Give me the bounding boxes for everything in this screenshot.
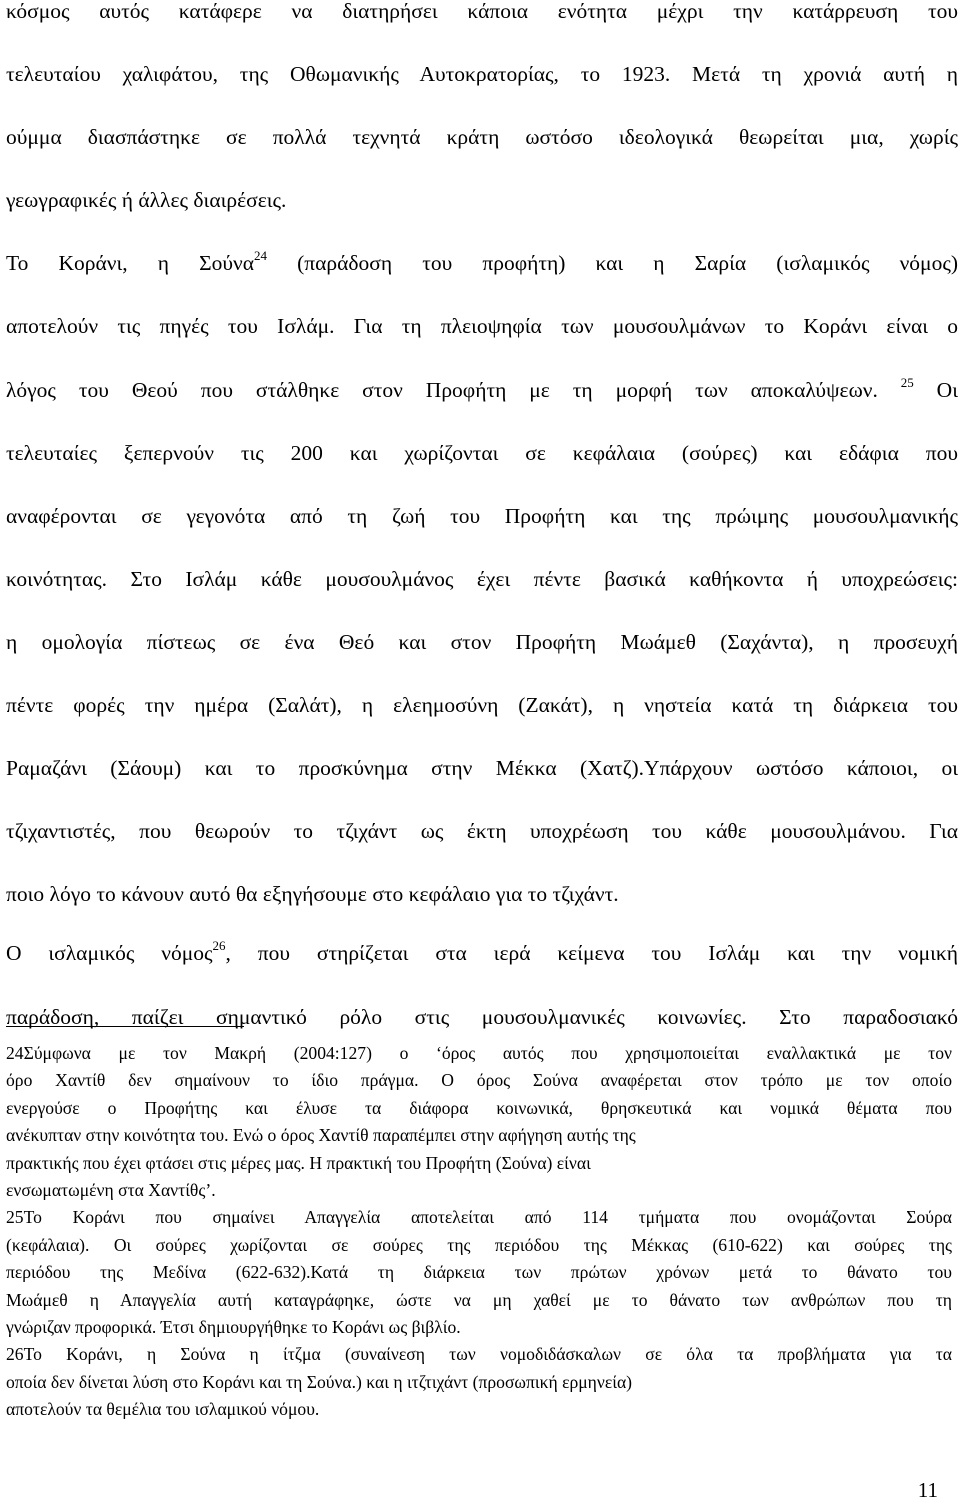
body-line: πέντε φορές την ημέρα (Σαλάτ), η ελεημοσύνη (Ζακάτ), η νηστεία κατά τη διάρκεια του	[6, 693, 958, 718]
footnote-line: αποτελούν τα θεμέλια του ισλαμικού νόμου.	[6, 1399, 320, 1420]
body-text	[6, 0, 958, 1049]
body-line	[6, 359, 958, 422]
footnote-line: οποία δεν δίνεται λύση στο Κοράνι και τη Σούνα.) και η ιτζτιχάντ (προσωπική ερμηνεία)	[6, 1371, 633, 1392]
body-line	[6, 232, 958, 295]
footnotes	[6, 1040, 952, 1424]
body-line: αναφέρονται σε γεγονότα από τη ζωή του Προφήτη και της πρώιμης μουσουλμανικής	[6, 503, 958, 528]
footnote-line: 26Το Κοράνι, η Σούνα η ίτζμα (συναίνεση των νομοδιδάσκαλων σε όλα τα προβλήματα για τα	[6, 1344, 952, 1365]
body-line: κόσμος αυτός κατάφερε να διατηρήσει κάποια ενότητα μέχρι την κατάρρευση του	[6, 0, 958, 23]
body-line-text: Το Κοράνι, η Σούνα	[6, 251, 255, 276]
body-line: κοινότητας. Στο Ισλάμ κάθε μουσουλμάνος έχει πέντε βασικά καθήκοντα ή υποχρεώσεις:	[6, 566, 958, 591]
footnote-reference: 25	[900, 374, 914, 390]
footnote-line: ανέκυπταν στην κοινότητα του. Ενώ ο όρος Χαντίθ παραπέμπει στην αφήγηση αυτής της	[6, 1125, 636, 1146]
body-line	[6, 922, 958, 985]
body-line: παράδοση, παίζει σημαντικό ρόλο στις μουσουλμανικές κοινωνίες. Στο παραδοσιακό	[6, 1004, 958, 1029]
body-line: η ομολογία πίστεως σε ένα Θεό και στον Προφήτη Μωάμεθ (Σαχάντα), η προσευχή	[6, 629, 958, 654]
body-line-text: Ο ισλαμικός νόμος	[6, 941, 213, 966]
body-line: Ραμαζάνι (Σάουμ) και το προσκύνημα στην Μέκκα (Χατζ).Υπάρχουν ωστόσο κάποιοι, οι	[6, 756, 958, 781]
body-line: ποιο λόγο το κάνουν αυτό θα εξηγήσουμε στο κεφάλαιο για το τζιχάντ.	[6, 882, 619, 907]
body-line: τελευταίες ξεπερνούν τις 200 και χωρίζονται σε κεφάλαια (σούρες) και εδάφια που	[6, 440, 958, 465]
footnote-line: πρακτικής που έχει φτάσει στις μέρες μας. Η πρακτική του Προφήτη (Σούνα) είναι	[6, 1152, 591, 1173]
footnote-separator	[6, 1026, 244, 1027]
footnote-line: 25Το Κοράνι που σημαίνει Απαγγελία αποτελείται από 114 τμήματα που ονομάζονται Σούρα	[6, 1207, 952, 1228]
footnote-line: ενεργούσε ο Προφήτης και έλυσε τα διάφορα κοινωνικά, θρησκευτικά και νομικά θέματα που	[6, 1097, 952, 1118]
body-line: γεωγραφικές ή άλλες διαιρέσεις.	[6, 188, 287, 213]
body-line: τελευταίου χαλιφάτου, της Οθωμανικής Αυτοκρατορίας, το 1923. Μετά τη χρονιά αυτή η	[6, 62, 958, 87]
footnote-line: όρο Χαντίθ δεν σημαίνουν το ίδιο πράγμα. Ο όρος Σούνα αναφέρεται στον τρόπο με τον οποίο	[6, 1070, 952, 1091]
footnote-line: Μωάμεθ η Απαγγελία αυτή καταγράφηκε, ώστε να μη χαθεί με το θάνατο των ανθρώπων που τη	[6, 1289, 952, 1310]
body-line-text: , που στηρίζεται στα ιερά κείμενα του Ισλάμ και την νομική	[225, 941, 958, 966]
page-number: 11	[917, 1478, 938, 1502]
footnote-line: 24Σύμφωνα με τον Μακρή (2004:127) ο ‘όρος αυτός που χρησιμοποιείται εναλλακτικά με τον	[6, 1043, 952, 1063]
footnote-line: ενσωματωμένη στα Χαντίθς’.	[6, 1180, 216, 1201]
body-line-text: (παράδοση του προφήτη) και η Σαρία (ισλαμικός νόμος)	[267, 251, 958, 276]
body-line-text: λόγος του Θεού που στάλθηκε στον Προφήτη με τη μορφή των αποκαλύψεων.	[6, 377, 901, 402]
footnote-line: περιόδου της Μεδίνα (622-632).Κατά τη διάρκεια των πρώτων χρόνων μετά το θάνατο του	[6, 1262, 952, 1283]
footnote-reference: 24	[254, 248, 268, 264]
footnote-reference: 26	[212, 938, 226, 954]
body-line-text: Οι	[913, 377, 958, 402]
body-line: τζιχαντιστές, που θεωρούν το τζιχάντ ως έκτη υποχρέωση του κάθε μουσουλμάνου. Για	[6, 819, 958, 844]
footnote-line: (κεφάλαια). Οι σούρες χωρίζονται σε σούρες της περιόδου της Μέκκας (610-622) και σούρες της	[6, 1234, 952, 1255]
body-line: ούμμα διασπάστηκε σε πολλά τεχνητά κράτη ωστόσο ιδεολογικά θεωρείται μια, χωρίς	[6, 125, 958, 150]
body-line: αποτελούν τις πηγές του Ισλάμ. Για τη πλειοψηφία των μουσουλμάνων το Κοράνι είναι ο	[6, 314, 958, 339]
footnote-line: γνώριζαν προφορικά. Έτσι δημιουργήθηκε το Κοράνι ως βιβλίο.	[6, 1317, 461, 1338]
